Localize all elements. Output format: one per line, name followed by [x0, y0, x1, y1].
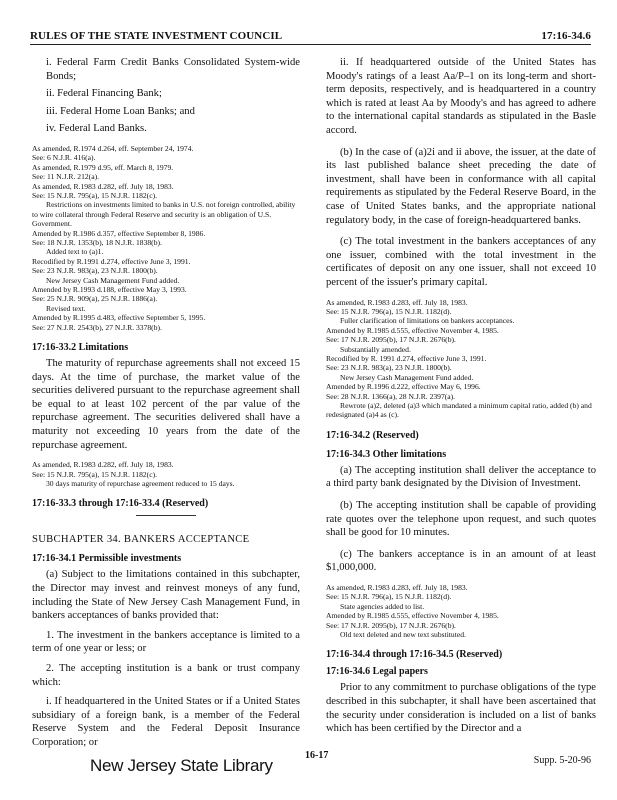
history-line: See: 17 N.J.R. 2095(b), 17 N.J.R. 2676(b). [326, 620, 456, 630]
history-note-block [326, 583, 596, 639]
left-column [32, 56, 300, 750]
history-line: As amended, R.1983 d.282, eff. July 18, 1983. [32, 181, 174, 191]
history-line: Amended by R.1985 d.555, effective November 4, 1985. [326, 325, 499, 335]
history-line: Recodified by R.1991 d.274, effective June 3, 1991. [32, 256, 191, 266]
section-text-33-2: The maturity of repurchase agreements shall not exceed 15 days. At the time of purchase, the market value of the securities delivered pursuant to the repurchase agreement shall be equal to at least 102 percent of the par value of the repurchase agreement. The securities delivered shall have a maturity not exceeding 10 years from the date of the repurchase agreement. [32, 358, 300, 451]
history-line: See: 23 N.J.R. 983(a), 23 N.J.R. 1800(b). [326, 363, 452, 373]
section-text-34-6: Prior to any commitment to purchase obligations of the type described in this subchapter, it shall have been ascertained that the security under consideration is included on a list of banks which has been certified by the Director and a [326, 682, 596, 735]
section-text-34-3b: (b) The accepting institution shall be capable of providing rate quotes over the telephone upon request, and such quotes shall be good for 10 minutes. [326, 499, 596, 539]
history-line: See: 17 N.J.R. 2095(b), 17 N.J.R. 2676(b). [326, 335, 456, 345]
page-footer [0, 748, 617, 778]
history-line: See: 15 N.J.R. 796(a), 15 N.J.R. 1182(d). [326, 592, 452, 602]
history-line: See: 15 N.J.R. 795(a), 15 N.J.R. 1182(c). [32, 469, 158, 479]
history-line: Amended by R.1995 d.483, effective September 5, 1995. [32, 313, 206, 323]
history-line: See: 11 N.J.R. 212(a). [32, 172, 99, 182]
header-section-number: 17:16-34.6 [541, 30, 591, 42]
section-heading-34-6: 17:16-34.6 Legal papers [326, 666, 428, 678]
list-item-farm-credit: i. Federal Farm Credit Banks Consolidated System-wide Bonds; [46, 57, 300, 82]
history-line: New Jersey Cash Management Fund added. [340, 372, 474, 382]
history-line: Amended by R.1986 d.357, effective September 8, 1986. [32, 228, 206, 238]
history-line: Rewrote (a)2, deleted (a)3 which mandated a minimum capital ratio, added (b) and redesignated (a)4 as (c). [326, 400, 592, 420]
list-item-land-banks: iv. Federal Land Banks. [46, 123, 147, 135]
right-column [326, 56, 596, 736]
history-line: New Jersey Cash Management Fund added. [46, 275, 180, 285]
list-item-financing-bank: ii. Federal Financing Bank; [46, 88, 162, 100]
section-text-34-1-2i: i. If headquartered in the United States or if a United States subsidiary of a foreign bank, is a member of the Federal Reserve System and the Federal Deposit Insurance Corporation; or [32, 696, 300, 748]
history-line: As amended, R.1979 d.95, eff. March 8, 1979. [32, 162, 174, 172]
history-line: See: 15 N.J.R. 796(a), 15 N.J.R. 1182(d). [326, 306, 452, 316]
supplement-date: Supp. 5-20-96 [533, 755, 591, 766]
history-line: Substantially amended. [340, 344, 411, 354]
history-line: See: 23 N.J.R. 983(a), 23 N.J.R. 1800(b). [32, 266, 158, 276]
history-line: See: 25 N.J.R. 909(a), 25 N.J.R. 1886(a). [32, 294, 158, 304]
section-heading-33-2: 17:16-33.2 Limitations [32, 342, 129, 354]
history-line: See: 28 N.J.R. 1366(a), 28 N.J.R. 2397(a). [326, 391, 456, 401]
section-text-34-3c: (c) The bankers acceptance is in an amount of at least $1,000,000. [326, 548, 596, 574]
history-line: As amended, R.1983 d.283, eff. July 18, 1983. [326, 582, 468, 592]
section-heading-34-4: 17:16-34.4 through 17:16-34.5 (Reserved) [326, 649, 503, 661]
page-number: 16-17 [305, 750, 329, 761]
section-text-34-3a: (a) The accepting institution shall deliver the acceptance to a third party bank designated by the Division of Investment. [326, 464, 596, 490]
section-heading-34-1: 17:16-34.1 Permissible investments [32, 553, 182, 565]
section-text-34-1-2: 2. The accepting institution is a bank or trust company which: [32, 663, 300, 688]
history-note-block [32, 144, 300, 332]
section-text-34-1a: (a) Subject to the limitations contained in this subchapter, the Director may invest and reinvest moneys of any fund, including the State of New Jersey Cash Management Fund, in bankers acceptances of banks provided that: [32, 569, 300, 622]
section-heading-34-3: 17:16-34.3 Other limitations [326, 448, 447, 460]
history-line: Added text to (a)1. [46, 247, 104, 257]
header-title: RULES OF THE STATE INVESTMENT COUNCIL [30, 30, 283, 42]
history-line: Old text deleted and new text substituted. [340, 629, 466, 639]
history-line: As amended, R.1983 d.282, eff. July 18, 1983. [32, 460, 174, 470]
history-line: Restrictions on investments limited to banks in U.S. not foreign controlled, ability to wire collateral through Federal Reserve and security is an obligation of U.S. Government. [32, 200, 296, 229]
history-line: Recodified by R. 1991 d.274, effective June 3, 1991. [326, 353, 487, 363]
running-header [30, 24, 591, 45]
section-text-34-1-2ii: ii. If headquartered outside of the United States has Moody's ratings of a least Aa/P–1 on its long-term and short-term deposits, respectively, and is headquartered in a country which is rated at least Aa by Moody's and has agreed to adhere to the international capital standards as stipulated in the Basle accord. [326, 57, 596, 136]
history-line: See: 6 N.J.R. 416(a). [32, 153, 96, 163]
history-line: As amended, R.1983 d.283, eff. July 18, 1983. [326, 297, 468, 307]
history-line: Fuller clarification of limitations on bankers acceptances. [340, 316, 515, 326]
list-item-home-loan-banks: iii. Federal Home Loan Banks; and [46, 105, 195, 117]
history-line: Amended by R.1993 d.188, effective May 3, 1993. [32, 285, 187, 295]
history-line: Amended by R.1996 d.222, effective May 6, 1996. [326, 382, 481, 392]
library-stamp: New Jersey State Library [90, 756, 273, 775]
history-line: Revised text. [46, 303, 86, 313]
history-line: See: 18 N.J.R. 1353(b), 18 N.J.R. 1838(b). [32, 238, 162, 248]
section-heading-33-3: 17:16-33.3 through 17:16-33.4 (Reserved) [32, 498, 209, 510]
history-note-block [326, 298, 596, 420]
history-line: 30 days maturity of repurchase agreement reduced to 15 days. [46, 479, 235, 489]
section-text-34-1-1: 1. The investment in the bankers acceptance is limited to a term of one year or less; or [32, 629, 300, 655]
history-line: State agencies added to list. [340, 601, 425, 611]
history-line: As amended, R.1974 d.264, eff. September 24, 1974. [32, 143, 194, 153]
section-text-34-1b: (b) In the case of (a)2i and ii above, the issuer, at the date of its last published balance sheet preceding the date of investment, shall have been in conformance with all capital requirements as stipulated by the Federal Reserve Board, in the case of United States banks, and the appropriate national regulatory body, in the case of foreign-headquartered banks. [326, 146, 596, 226]
history-line: See: 15 N.J.R. 795(a), 15 N.J.R. 1182(c). [32, 191, 158, 200]
history-line: See: 27 N.J.R. 2543(b), 27 N.J.R. 3378(b). [32, 322, 162, 332]
subchapter-heading: SUBCHAPTER 34. BANKERS ACCEPTANCE [32, 534, 250, 546]
section-heading-34-2: 17:16-34.2 (Reserved) [326, 429, 419, 441]
section-text-34-1c: (c) The total investment in the bankers acceptances of any one issuer, combined with the total investment in the certificates of deposit on any one issuer, shall not exceed 10 percent of the issuer's primary capital. [326, 236, 596, 288]
history-line: Amended by R.1985 d.555, effective November 4, 1985. [326, 611, 499, 621]
